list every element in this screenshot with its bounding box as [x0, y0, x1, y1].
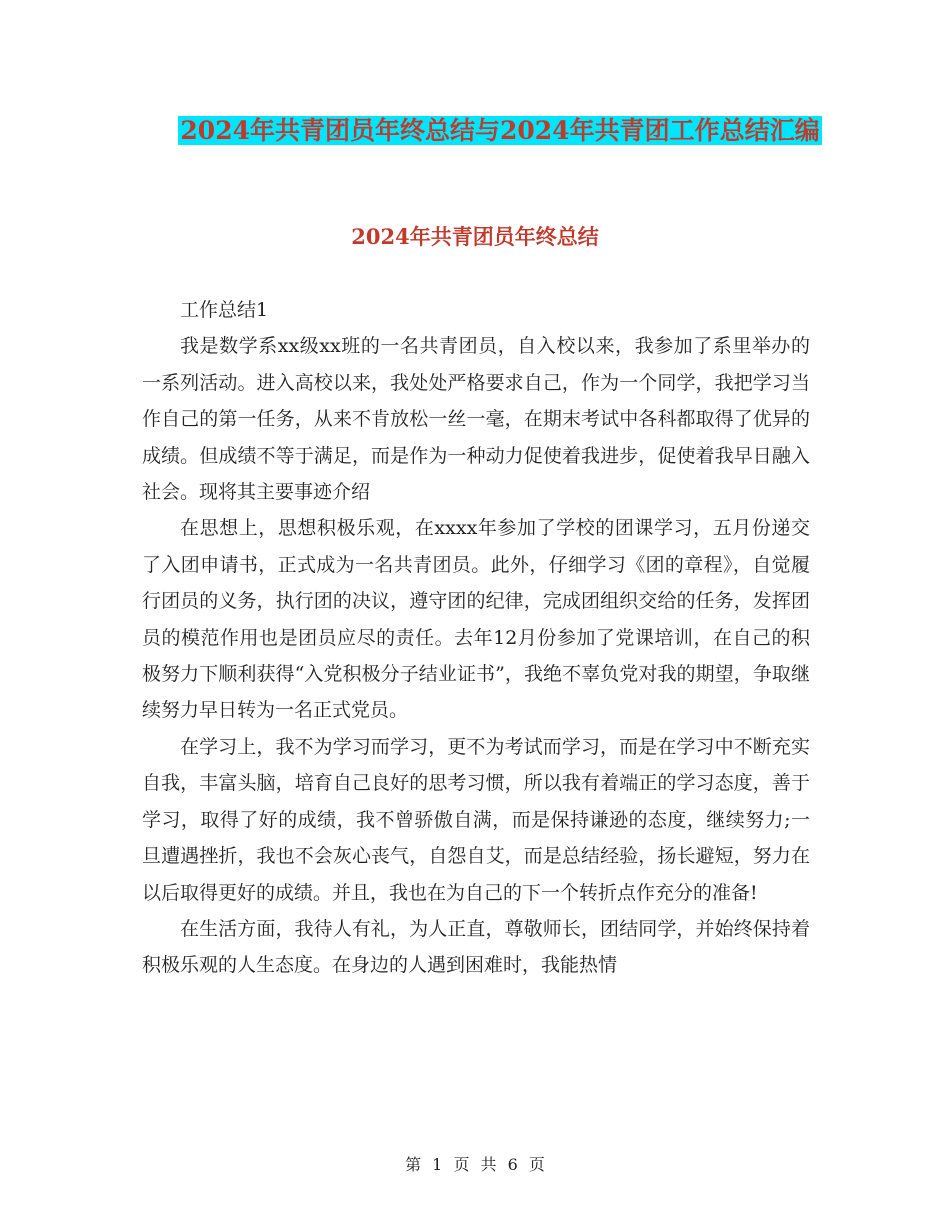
section-title: 2024年共青团员年终总结: [351, 224, 599, 249]
document-title-highlight: 2024年共青团员年终总结与2024年共青团工作总结汇编: [180, 116, 820, 145]
page-footer: 第 1 页 共 6 页: [405, 1155, 545, 1174]
paragraph-heading: 工作总结1: [180, 299, 269, 321]
paragraph-thought: 在思想上，思想积极乐观，在xxxx年参加了学校的团课学习，五月份递交了入团申请书，正式成为一名共青团员。此外，仔细学习《团的章程》，自觉履行团员的义务，执行团的决议，遵守团的纪律，完成团组织交给的任务，发挥团员的模范作用也是团员应尽的责任。去年12月份参加了党课培训，在自己的积极努力下顺利获得“入党积极分子结业证书”，我绝不辜负党对我的期望，争取继续努力早日转为一名正式党员。: [142, 517, 810, 722]
document-body: [142, 292, 810, 984]
paragraph-life: 在生活方面，我待人有礼，为人正直，尊敬师长，团结同学，并始终保持着积极乐观的人生态度。在身边的人遇到困难时，我能热情: [142, 917, 810, 977]
paragraph-study: 在学习上，我不为学习而学习，更不为考试而学习，而是在学习中不断充实自我，丰富头脑，培育自己良好的思考习惯，所以我有着端正的学习态度，善于学习，取得了好的成绩，我不曾骄傲自满，而是保持谦逊的态度，继续努力;一旦遭遇挫折，我也不会灰心丧气，自怨自艾，而是总结经验，扬长避短，努力在以后取得更好的成绩。并且，我也在为自己的下一个转折点作充分的准备!: [142, 735, 810, 904]
document-title: [140, 108, 860, 153]
paragraph-intro: 我是数学系xx级xx班的一名共青团员，自入校以来，我参加了系里举办的一系列活动。进入高校以来，我处处严格要求自己，作为一个同学，我把学习当作自己的第一任务，从来不肯放松一丝一毫，在期末考试中各科都取得了优异的成绩。但成绩不等于满足，而是作为一种动力促使着我进步，促使着我早日融入社会。现将其主要事迹介绍: [142, 335, 810, 504]
